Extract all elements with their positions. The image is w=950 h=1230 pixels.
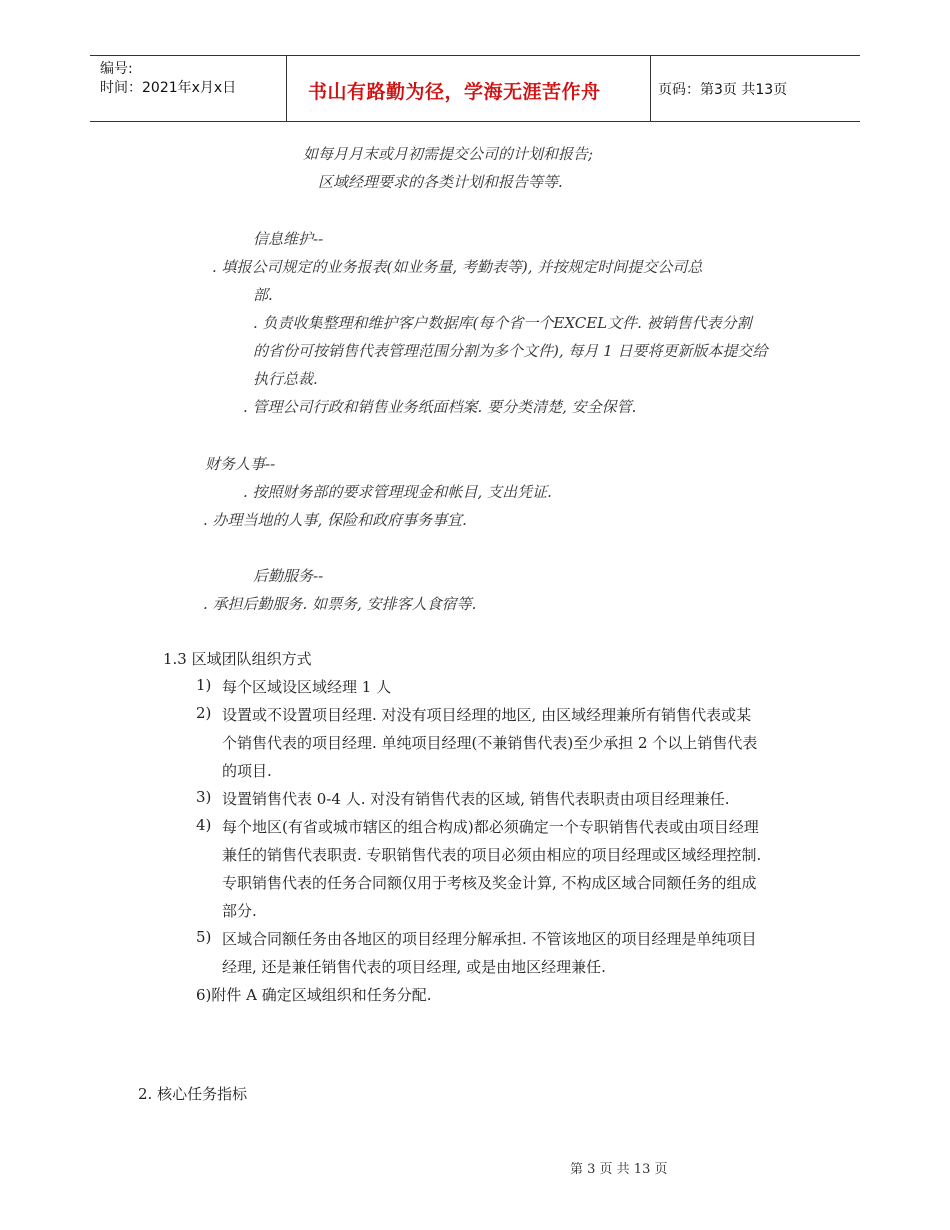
list-item-number: 5)	[196, 928, 212, 946]
intro-line: 区域经理要求的各类计划和报告等等.	[318, 173, 563, 191]
info-line: . 负责收集整理和维护客户数据库(每个省一个EXCEL文件. 被销售代表分割	[253, 314, 752, 332]
header-bottom-rule	[90, 121, 860, 122]
list-item-text: 设置或不设置项目经理. 对没有项目经理的地区, 由区域经理兼所有销售代表或某	[222, 706, 752, 724]
list-item-text: 设置销售代表 0-4 人. 对没有销售代表的区域, 销售代表职责由项目经理兼任.	[222, 790, 730, 808]
list-item-6: 6)附件 A 确定区域组织和任务分配.	[196, 986, 432, 1004]
list-item-text: 每个地区(有省或城市辖区的组合构成)都必须确定一个专职销售代表或由项目经理	[222, 818, 759, 836]
header-divider-left	[286, 55, 287, 121]
section-2-title: 2. 核心任务指标	[138, 1085, 248, 1103]
list-item-text: 经理, 还是兼任销售代表的项目经理, 或是由地区经理兼任.	[222, 958, 606, 976]
logistics-line: . 承担后勤服务. 如票务, 安排客人食宿等.	[203, 595, 477, 613]
list-item-text: 每个区域设区域经理 1 人	[222, 678, 392, 696]
list-item-text: 个销售代表的项目经理. 单纯项目经理(不兼销售代表)至少承担 2 个以上销售代表	[222, 734, 758, 752]
info-line: 执行总裁.	[253, 370, 318, 388]
list-item-number: 3)	[196, 788, 212, 806]
section-1-3-title: 1.3 区域团队组织方式	[163, 650, 312, 668]
list-item-text: 兼任的销售代表职责. 专职销售代表的项目必须由相应的项目经理或区域经理控制.	[222, 846, 762, 864]
info-line: . 填报公司规定的业务报表(如业务量, 考勤表等), 并按规定时间提交公司总	[212, 258, 703, 276]
intro-line: 如每月月末或月初需提交公司的计划和报告;	[303, 145, 594, 163]
finance-heading: 财务人事--	[205, 455, 276, 473]
info-line: . 管理公司行政和销售业务纸面档案. 要分类清楚, 安全保管.	[243, 398, 637, 416]
header-page-label: 页码：第3页 共13页	[658, 82, 788, 98]
list-item-text: 区域合同额任务由各地区的项目经理分解承担. 不管该地区的项目经理是单纯项目	[222, 930, 757, 948]
list-item-text: 专职销售代表的任务合同额仅用于考核及奖金计算, 不构成区域合同额任务的组成	[222, 874, 757, 892]
logistics-heading: 后勤服务--	[253, 567, 324, 585]
list-item-text: 的项目.	[222, 762, 272, 780]
header-motto: 书山有路勤为径，学海无涯苦作舟	[308, 81, 601, 103]
list-item-number: 2)	[196, 704, 212, 722]
list-item-number: 4)	[196, 816, 212, 834]
serial-label: 编号:	[100, 61, 133, 77]
finance-line: . 办理当地的人事, 保险和政府事务事宜.	[203, 511, 467, 529]
list-item-text: 部分.	[222, 902, 257, 920]
time-label: 时间：2021年x月x日	[100, 80, 237, 96]
finance-line: . 按照财务部的要求管理现金和帐目, 支出凭证.	[243, 483, 552, 501]
list-item-number: 1)	[196, 676, 212, 694]
header-divider-right	[650, 55, 651, 121]
info-heading: 信息维护--	[253, 230, 324, 248]
info-line: 部.	[253, 286, 273, 304]
header-top-rule	[90, 55, 860, 56]
info-line: 的省份可按销售代表管理范围分割为多个文件), 每月 1 日要将更新版本提交给	[253, 342, 768, 360]
footer-page-number: 第 3 页 共 13 页	[570, 1162, 668, 1177]
